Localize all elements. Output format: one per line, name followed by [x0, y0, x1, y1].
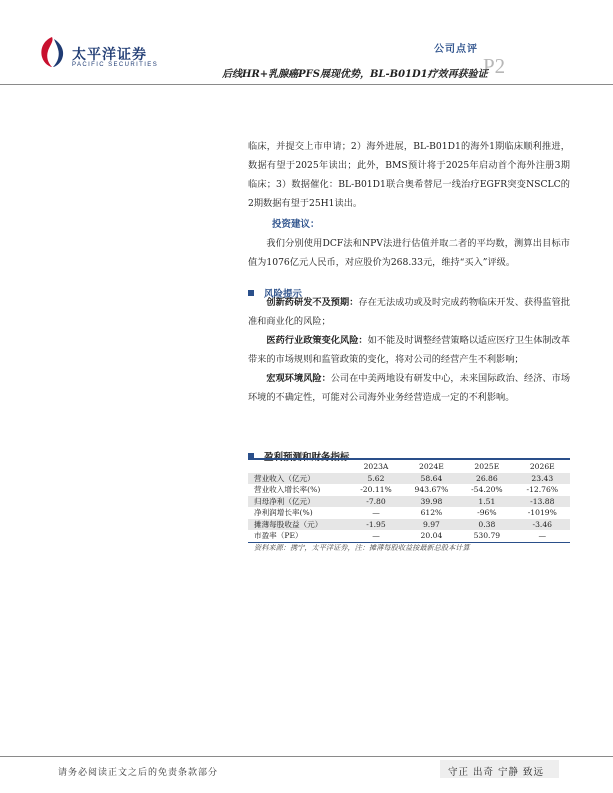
- table-header-cell: 2024E: [418, 462, 444, 472]
- table-cell: 0.38: [459, 519, 514, 531]
- page-number: P2: [483, 54, 506, 78]
- table-cell: -7.80: [348, 496, 403, 508]
- risk-item-title: 医药行业政策变化风险：: [266, 335, 368, 346]
- footer-disclaimer: 请务必阅读正文之后的免责条款部分: [58, 768, 219, 778]
- risk-item-title: 创新药研发不及预期：: [266, 297, 359, 308]
- risk-item-text: 存在无法成功或及时完成药物临床开发、获得监管批准和商业化的风险；: [248, 297, 571, 327]
- table-header-cell: 2026E: [529, 462, 555, 472]
- table-cell: 943.67%: [414, 485, 449, 495]
- table-cell: 20.04: [404, 530, 459, 542]
- investment-advice-text: 我们分别使用DCF法和NPV法进行估值并取二者的平均数，测算出目标市值为1076亿元人民币，对应股价为268.33元，维持“买入”评级。: [248, 238, 570, 268]
- table-cell: -96%: [477, 508, 497, 518]
- table-cell: 23.43: [515, 473, 570, 485]
- table-row-label: 归母净利（亿元）: [248, 496, 348, 508]
- table-cell: -1.95: [348, 519, 403, 531]
- table-cell: -13.88: [515, 496, 570, 508]
- table-cell: -54.20%: [471, 485, 503, 495]
- table-row-label: 净利润增长率(%): [254, 508, 313, 518]
- risk-list: [248, 293, 570, 407]
- document-type-label: 公司点评: [434, 44, 478, 55]
- footer-divider: [0, 756, 613, 757]
- table-cell: —: [515, 530, 570, 542]
- table-header-row: [248, 461, 570, 473]
- table-header-cell: [248, 461, 348, 473]
- table-cell: 9.97: [404, 519, 459, 531]
- table-row: [248, 496, 570, 508]
- risk-item-title: 宏观环境风险：: [266, 373, 331, 384]
- table-top-rule: [248, 458, 570, 460]
- table-source-note: 资料来源：携宁，太平洋证券，注：摊薄每股收益按最新总股本计算: [254, 543, 470, 552]
- table-cell: -3.46: [515, 519, 570, 531]
- financial-forecast-table: [248, 461, 570, 543]
- risk-item: [248, 331, 570, 369]
- footer-motto: 守正 出奇 宁静 致远: [448, 767, 545, 778]
- table-cell: 530.79: [459, 530, 514, 542]
- table-row-label: 营业收入增长率(%): [254, 485, 321, 495]
- table-row: [248, 530, 570, 542]
- risk-heading: 风险提示: [264, 289, 303, 300]
- pacific-securities-logo-icon: [38, 35, 66, 69]
- risk-item: [248, 293, 570, 331]
- risk-item-text: 公司在中美两地设有研发中心，未来国际政治、经济、市场环境的不确定性，可能对公司海外业务经营造成一定的不利影响。: [248, 373, 571, 403]
- investment-advice-heading: 投资建议：: [272, 219, 320, 230]
- table-row-label: 市盈率（PE）: [248, 530, 348, 542]
- table-row: [248, 507, 570, 519]
- table-cell: 26.86: [459, 473, 514, 485]
- table-cell: 39.98: [404, 496, 459, 508]
- table-cell: -1019%: [527, 508, 557, 518]
- table-row: [248, 519, 570, 531]
- report-title: 后线HR+乳腺癌PFS展现优势，BL-B01D1疗效再获验证: [222, 69, 488, 80]
- table-cell: —: [348, 530, 403, 542]
- table-header-cell: 2023A: [363, 462, 389, 472]
- table-row: [248, 473, 570, 485]
- table-cell: 5.62: [348, 473, 403, 485]
- table-row-label: 摊薄每股收益（元）: [248, 519, 348, 531]
- table-cell: -20.11%: [360, 485, 392, 495]
- header-divider: [0, 84, 613, 85]
- logo-english-name: PACIFIC SECURITIES: [72, 62, 159, 68]
- table-header-cell: 2025E: [474, 462, 500, 472]
- table-cell: -12.76%: [526, 485, 559, 495]
- logo-chinese-name: 太平洋证券: [72, 47, 147, 63]
- table-row: [248, 484, 570, 496]
- risk-item-text: 如不能及时调整经营策略以适应医疗卫生体制改革带来的市场规则和监管政策的变化，将对公司的经营产生不利影响；: [248, 335, 571, 365]
- table-cell: 1.51: [459, 496, 514, 508]
- table-cell: 612%: [420, 508, 443, 518]
- risk-item: [248, 369, 570, 407]
- body-paragraph-progress: 临床，并提交上市申请；2）海外进展，BL-B01D1的海外1期临床顺利推进，数据有望于2025年读出；此外，BMS预计将于2025年启动首个海外注册3期临床；3）数据催化：BL-B01D1联合奥希替尼一线治疗EGFR突变NSCLC的2期数据有望于25H1读出。: [248, 141, 570, 209]
- table-row-label: 营业收入（亿元）: [248, 473, 348, 485]
- table-cell: 58.64: [404, 473, 459, 485]
- table-cell: —: [372, 508, 380, 518]
